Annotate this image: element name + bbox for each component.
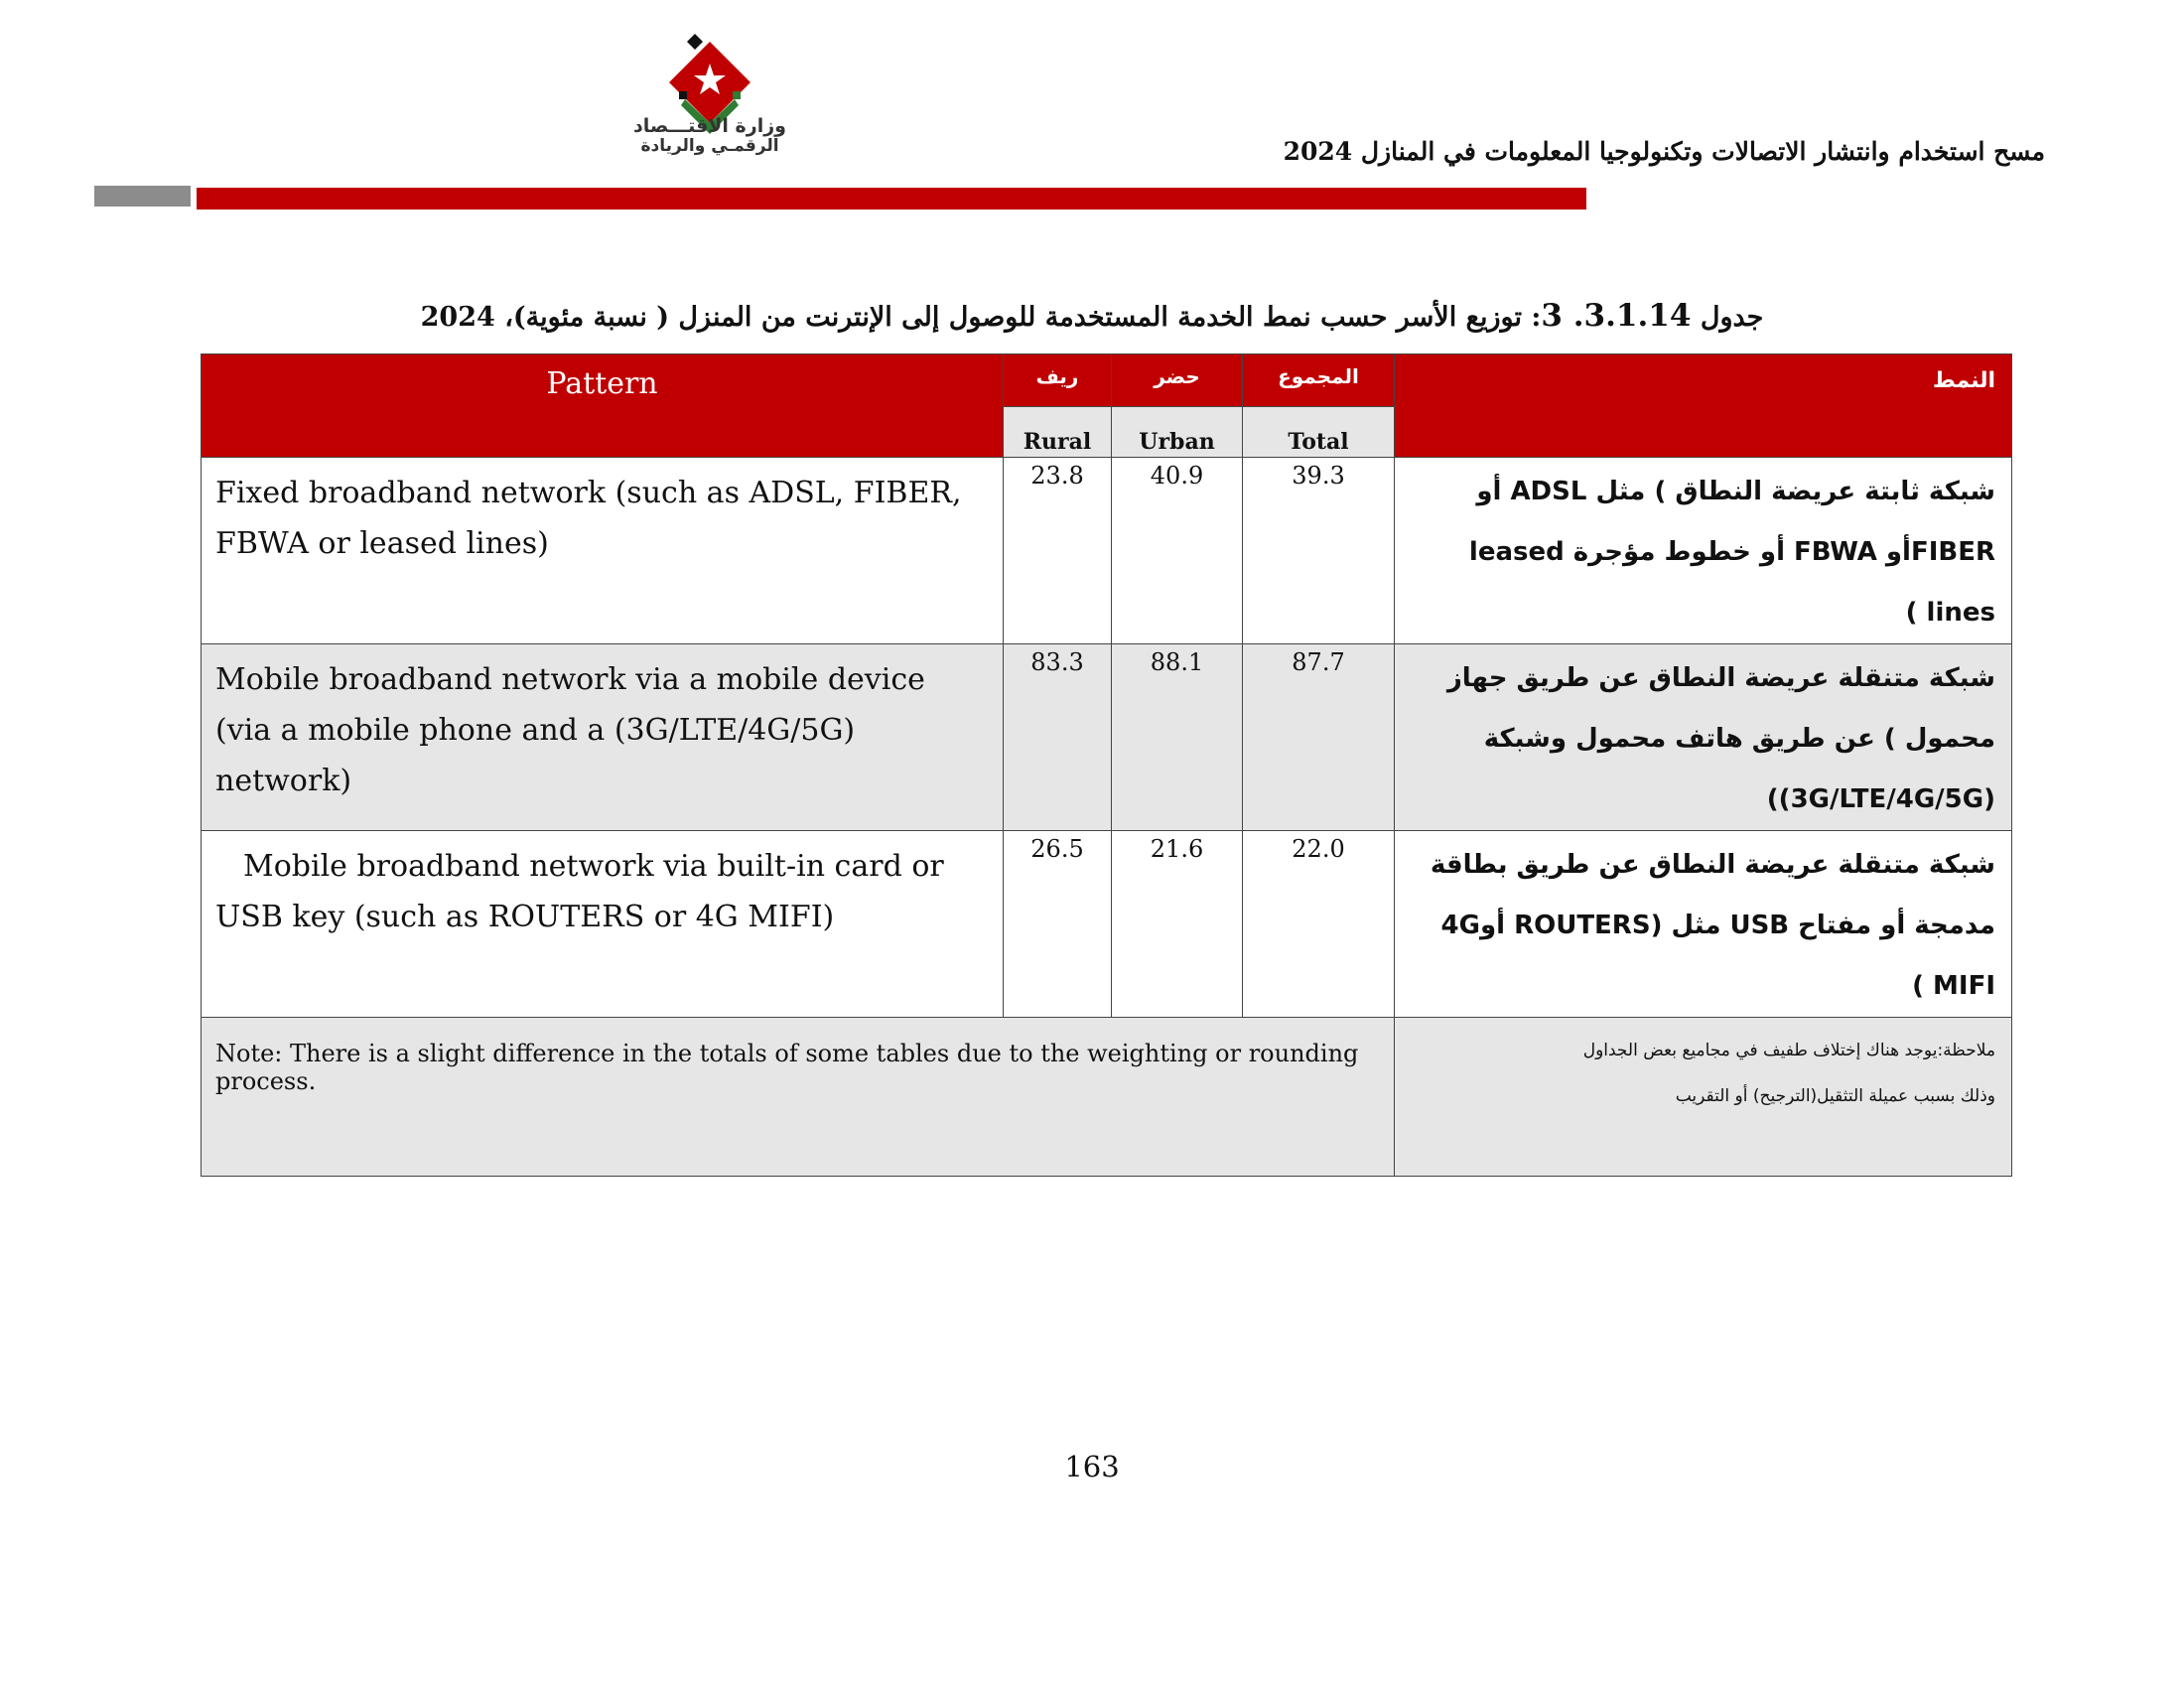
- logo-text-line1: وزارة الاقتـــصاد: [633, 115, 786, 137]
- row2-urban: 88.1: [1112, 644, 1243, 831]
- row1-pattern-en: Fixed broadband network (such as ADSL, FIBER, FBWA or leased lines): [202, 458, 1004, 644]
- note-ar-line2: وذلك بسبب عميلة التثقيل(الترجيح) أو التقريب: [1675, 1086, 1995, 1106]
- row2-pattern-ar: شبكة متنقلة عريضة النطاق عن طريق جهاز محمول ) عن طريق هاتف محمول وشبكة (3G/LTE/4G/5G)): [1395, 644, 2012, 831]
- note-en: Note: There is a slight difference in the totals of some tables due to the weighting or rounding process.: [202, 1018, 1395, 1177]
- row2-pattern-en: Mobile broadband network via a mobile device (via a mobile phone and a (3G/LTE/4G/5G) network): [202, 644, 1004, 831]
- row3-pattern-en: Mobile broadband network via built-in card or USB key (such as ROUTERS or 4G MIFI): [202, 831, 1004, 1018]
- header-total-ar: المجموع: [1243, 354, 1395, 407]
- table-title: [199, 298, 1985, 334]
- table-row: [202, 644, 2012, 831]
- row2-rural: 83.3: [1004, 644, 1112, 831]
- table-row: [202, 831, 2012, 1018]
- header-bar-grey: [94, 186, 191, 207]
- note-ar-line1: ملاحظة:يوجد هناك إختلاف طفيف في مجاميع بعض الجداول: [1582, 1041, 1995, 1060]
- survey-title: مسح استخدام وانتشار الاتصالات وتكنولوجيا المعلومات في المنازل 2024: [1283, 137, 2045, 166]
- header-urban-en: Urban: [1112, 407, 1243, 458]
- table-title-mid: . 3: [1541, 298, 1584, 334]
- table-title-text: : توزيع الأسر حسب نمط الخدمة المستخدمة للوصول إلى الإنترنت من المنزل ( نسبة مئوية)، 2024: [420, 302, 1542, 333]
- row1-pattern-ar: شبكة ثابتة عريضة النطاق ) مثل ADSL أو FIBERأو FBWA أو خطوط مؤجرة leased lines ): [1395, 458, 2012, 644]
- page-number: 163: [1064, 1450, 1120, 1483]
- row1-rural: 23.8: [1004, 458, 1112, 644]
- header-rural-en: Rural: [1004, 407, 1112, 458]
- header-total-en: Total: [1243, 407, 1395, 458]
- table-row: [202, 458, 2012, 644]
- table-title-prefix: جدول: [1700, 302, 1764, 333]
- row1-total: 39.3: [1243, 458, 1395, 644]
- data-table: [201, 353, 2012, 1177]
- row2-total: 87.7: [1243, 644, 1395, 831]
- note-ar: [1395, 1018, 2012, 1177]
- row1-urban: 40.9: [1112, 458, 1243, 644]
- header-pattern-en: Pattern: [202, 354, 1004, 458]
- logo-text-line2: الرقمـي والريادة: [640, 136, 779, 156]
- row3-rural: 26.5: [1004, 831, 1112, 1018]
- header-urban-ar: حضر: [1112, 354, 1243, 407]
- table-title-number: 3.1.14: [1583, 298, 1692, 334]
- header-rural-ar: ريف: [1004, 354, 1112, 407]
- row3-urban: 21.6: [1112, 831, 1243, 1018]
- row3-total: 22.0: [1243, 831, 1395, 1018]
- note-row: [202, 1018, 2012, 1177]
- header-pattern-ar: النمط: [1395, 354, 2012, 458]
- row3-pattern-ar: شبكة متنقلة عريضة النطاق عن طريق بطاقة مدمجة أو مفتاح USB مثل (ROUTERS أو4G MIFI ): [1395, 831, 2012, 1018]
- header-bar-red: [197, 188, 1586, 210]
